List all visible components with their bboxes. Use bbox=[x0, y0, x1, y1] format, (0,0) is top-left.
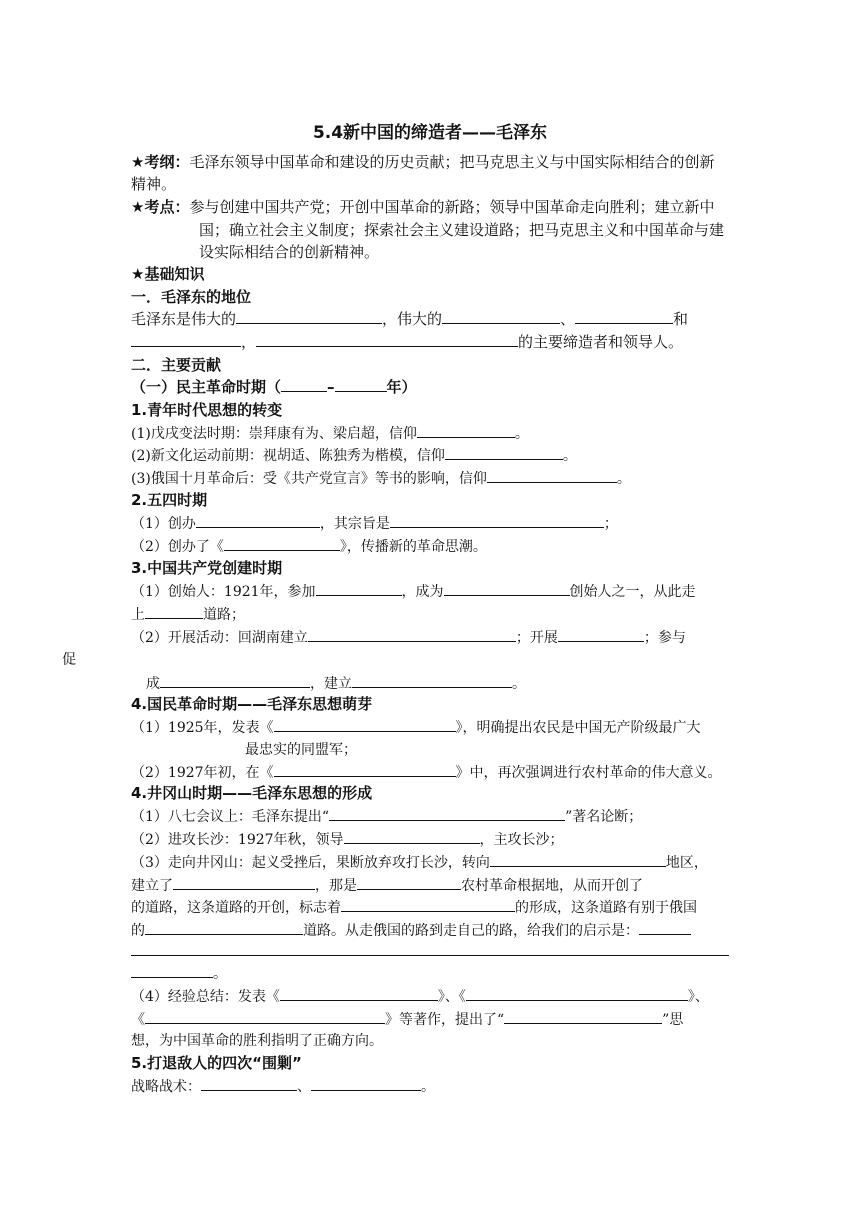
fill-line: （2）进攻长沙：1927年秋，领导 ，主攻长沙； bbox=[131, 829, 564, 850]
section-heading: 二．主要贡献 bbox=[131, 356, 222, 374]
blank[interactable] bbox=[444, 581, 570, 596]
question-heading: 3.中国共产党创建时期 bbox=[131, 559, 283, 577]
answer-line[interactable] bbox=[131, 955, 729, 956]
question-heading: 2.五四时期 bbox=[131, 491, 208, 509]
blank[interactable] bbox=[639, 920, 691, 935]
subsection-heading: （一）民主革命时期（ – 年） bbox=[131, 378, 417, 396]
fill-line: (3)俄国十月革命后：受《共产党宣言》等书的影响，信仰 。 bbox=[131, 468, 631, 489]
fill-line: 的 道路。从走俄国的路到走自己的路，给我们的启示是： bbox=[131, 920, 691, 941]
blank[interactable] bbox=[352, 673, 512, 688]
blank[interactable] bbox=[329, 806, 565, 821]
section-heading: 一．毛泽东的地位 bbox=[131, 288, 252, 306]
fill-line: 《 》等著作，提出了“ ”思 bbox=[131, 1009, 683, 1030]
blank[interactable] bbox=[131, 332, 241, 347]
fill-line: (2)新文化运动前期：视胡适、陈独秀为楷模，信仰 。 bbox=[131, 445, 577, 466]
blank[interactable] bbox=[466, 986, 688, 1001]
fill-line: （2）1927年初，在《 》中，再次强调进行农村革命的伟大意义。 bbox=[131, 762, 722, 783]
syllabus-line: ★考纲：毛泽东领导中国革命和建设的历史贡献；把马克思主义与中国实际相结合的创新 bbox=[131, 153, 715, 171]
text-line: 最忠实的同盟军； bbox=[245, 742, 357, 758]
fill-line: 战略战术： 、 。 bbox=[131, 1076, 435, 1097]
blank[interactable] bbox=[274, 762, 456, 777]
fill-line: （3）走向井冈山：起义受挫后，果断放弃攻打长沙，转向 地区， bbox=[131, 852, 708, 873]
fill-line: （2）创办了《 》，传播新的革命思潮。 bbox=[131, 536, 487, 557]
blank[interactable] bbox=[445, 445, 563, 460]
question-heading: 1.青年时代思想的转变 bbox=[131, 401, 283, 419]
blank[interactable] bbox=[145, 604, 203, 619]
fill-line: 毛泽东是伟大的 ，伟大的 、 和 bbox=[131, 310, 689, 328]
fill-line: ， 的主要缔造者和领导人。 bbox=[131, 332, 683, 352]
blank[interactable] bbox=[311, 1076, 421, 1091]
fill-line: （1）1925年，发表《 》，明确提出农民是中国无产阶级最广大 bbox=[131, 717, 701, 738]
exam-points-label: ★考点： bbox=[131, 198, 190, 216]
fill-line: （1）创始人：1921年，参加 ，成为 创始人之一，从此走 bbox=[131, 581, 696, 602]
blank[interactable] bbox=[490, 852, 666, 867]
blank[interactable] bbox=[131, 963, 213, 978]
fill-line: (1)戊戌变法时期：崇拜康有为、梁启超，信仰 。 bbox=[131, 423, 529, 444]
fill-line: 的道路，这条道路的开创，标志着 的形成，这条道路有别于俄国 bbox=[131, 897, 697, 918]
blank[interactable] bbox=[196, 513, 320, 528]
syllabus-label: ★考纲： bbox=[131, 153, 190, 171]
exam-points-line: ★考点：参与创建中国共产党；开创中国革命的新路；领导中国革命走向胜利；建立新中 bbox=[131, 198, 715, 216]
blank[interactable] bbox=[281, 377, 327, 392]
stray-char: 促 bbox=[62, 652, 76, 668]
blank[interactable] bbox=[236, 309, 382, 324]
blank[interactable] bbox=[575, 309, 673, 324]
blank[interactable] bbox=[335, 377, 387, 392]
blank[interactable] bbox=[487, 468, 617, 483]
fill-line: 。 bbox=[131, 963, 227, 984]
fill-line: （1）创办 ，其宗旨是 ； bbox=[131, 513, 618, 534]
blank[interactable] bbox=[316, 581, 402, 596]
blank[interactable] bbox=[344, 829, 480, 844]
fill-line: 上 道路； bbox=[131, 604, 245, 625]
text-line: 想，为中国革命的胜利指明了正确方向。 bbox=[131, 1033, 383, 1049]
blank[interactable] bbox=[504, 1009, 662, 1024]
blank[interactable] bbox=[173, 875, 315, 890]
blank[interactable] bbox=[256, 332, 518, 347]
fill-line: （1）八七会议上：毛泽东提出“ ”著名论断； bbox=[131, 806, 642, 827]
blank[interactable] bbox=[308, 627, 516, 642]
blank[interactable] bbox=[145, 920, 303, 935]
blank[interactable] bbox=[357, 875, 461, 890]
blank[interactable] bbox=[341, 897, 515, 912]
exam-points-line: 设实际相结合的创新精神。 bbox=[199, 243, 380, 261]
blank[interactable] bbox=[145, 1009, 385, 1024]
fill-line: （4）经验总结：发表《 》、《 》、 bbox=[131, 986, 709, 1007]
page-title: 5.4新中国的缔造者——毛泽东 bbox=[312, 123, 548, 143]
fill-line: 建立了 ，那是 农村革命根据地，从而开创了 bbox=[131, 875, 643, 896]
blank[interactable] bbox=[558, 627, 644, 642]
blank[interactable] bbox=[274, 717, 456, 732]
blank[interactable] bbox=[390, 513, 604, 528]
exam-points-line: 国；确立社会主义制度；探索社会主义建设道路；把马克思主义和中国革命与建 bbox=[199, 221, 725, 239]
fill-line: （2）开展活动：回湖南建立 ；开展 ；参与 bbox=[131, 627, 686, 648]
blank[interactable] bbox=[160, 673, 310, 688]
basic-knowledge-heading: ★基础知识 bbox=[131, 265, 205, 283]
blank[interactable] bbox=[417, 423, 515, 438]
question-heading: 4.国民革命时期——毛泽东思想萌芽 bbox=[131, 695, 373, 713]
blank[interactable] bbox=[224, 536, 340, 551]
blank[interactable] bbox=[442, 309, 560, 324]
blank[interactable] bbox=[280, 986, 438, 1001]
fill-line: 成 ，建立 。 bbox=[146, 673, 526, 694]
blank[interactable] bbox=[201, 1076, 297, 1091]
question-heading: 5.打退敌人的四次“围剿” bbox=[131, 1054, 302, 1072]
syllabus-line: 精神。 bbox=[131, 175, 177, 193]
question-heading: 4.井冈山时期——毛泽东思想的形成 bbox=[131, 784, 373, 802]
